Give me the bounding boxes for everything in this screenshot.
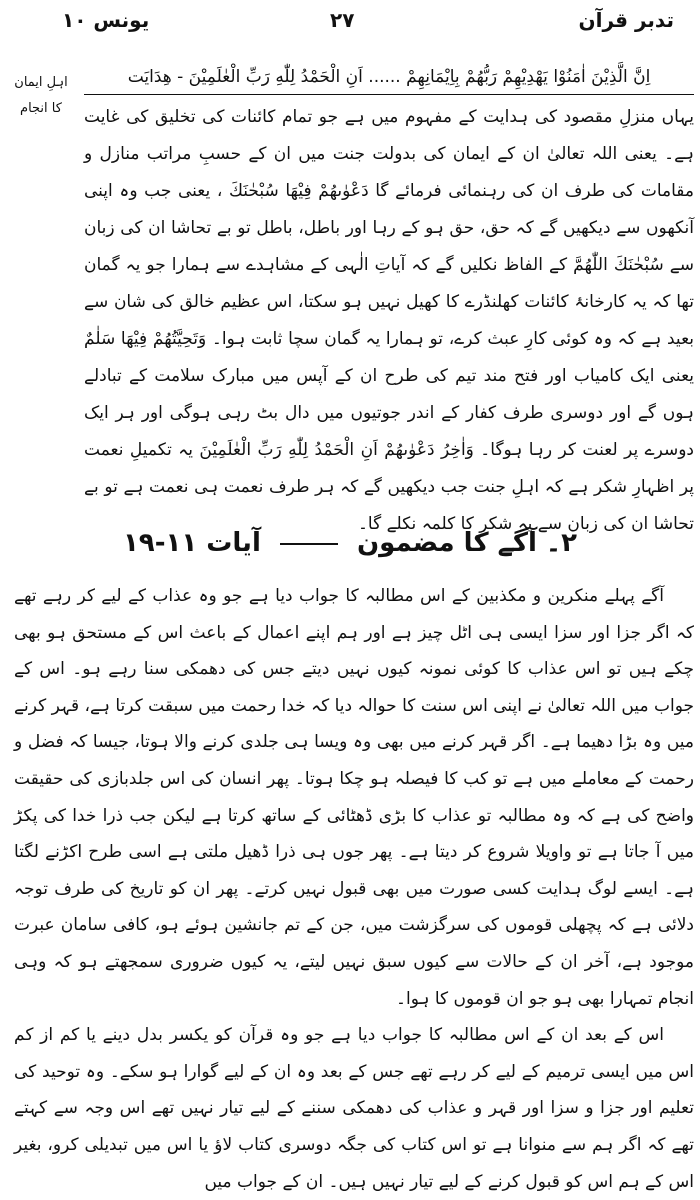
summary-paragraph-1: آگے پہلے منکرین و مکذبین کے اس مطالبہ کا جواب دیا ہے جو وہ عذاب کے لیے کر رہے تھے کہ اگر جزا اور سزا ایسی ہی اٹل چیز ہے اور ہم اپنے اعمال کے باعث اس کے مستحق ہو بھی چکے ہیں تو اس عذاب کا کوئی نمونہ کیوں نہیں دیتے جس کی دھمکی سنا رہے ہو۔ اس کے جواب میں اللہ تعالیٰ نے اپنی اس سنت کا حوالہ دیا کہ خدا رحمت میں سبقت کرتا ہے، قہر کرنے میں وہ بڑا دھیما ہے۔ اگر قہر کرنے میں بھی وہ ویسا ہی جلدی کرنے والا ہوتا، جیسا کہ فضل و رحمت کے معاملے میں ہے تو کب کا فیصلہ ہو چکا ہوتا۔ پھر انسان کی اس جلدبازی کی حقیقت واضح کی ہے کہ وہ مطالبہ تو عذاب کا بڑی ڈھٹائی کے ساتھ کرتا ہے لیکن جب ذرا خدا کی پکڑ میں آ جاتا ہے تو واویلا شروع کر دیتا ہے۔ پھر جوں ہی ذرا ڈھیل ملتی ہے اسی طرح اکڑنے لگتا ہے۔ ایسے لوگ ہدایت کسی صورت میں بھی قبول نہیں کرتے۔ پھر ان کو تاریخ کی طرف توجہ دلائی ہے کہ پچھلی قوموں کی سرگزشت میں، جن کے تم جانشین ہوئے ہو، کافی سامان عبرت موجود ہے، آخر ان کے حالات سے کیوں سبق نہیں لیتے، یہ کیوں ضروری سمجھتے ہو کہ وہی انجام تمہارا بھی ہو جو ان قوموں کا ہوا۔ bbox=[14, 586, 694, 1009]
section-heading bbox=[0, 528, 700, 572]
commentary-block bbox=[84, 60, 694, 543]
section-title: ۲۔ آگے کا مضمون bbox=[356, 528, 578, 558]
page-header bbox=[0, 8, 700, 42]
commentary-paragraph: یہاں منزلِ مقصود کی ہدایت کے مفہوم میں ہے جو تمام کائنات کی تخلیق کی غایت ہے۔ یعنی اللہ تعالیٰ ان کے ایمان کی بدولت جنت میں ان کے حسبِ مراتب منازل و مقامات کی طرف ان کی رہنمائی فرمائے گا دَعْوٰىهُمْ فِيْهَا سُبْحٰنَكَ ، یعنی جب وہ اپنی آنکھوں سے دیکھیں گے کہ حق، حق ہو کے رہا اور باطل، باطل تو بے تحاشا ان کی زبان سے سُبْحٰنَكَ اللّٰهُمَّ کے الفاظ نکلیں گے کہ آیاتِ الٰہی کے مشاہدے سے ہمارا جو یہ گمان تھا کہ یہ کارخانۂ کائنات کھلنڈرے کا کھیل نہیں ہو سکتا، اس عظیم خالق کی شان سے بعید ہے کہ وہ کوئی کارِ عبث کرے، تو ہمارا یہ گمان سچا ثابت ہوا۔ وَتَحِيَّتُهُمْ فِيْهَا سَلٰمٌ یعنی ایک کامیاب اور فتح مند تیم کی طرح ان کے آپس میں مبارک سلامت کے تبادلے ہوں گے اور دوسری طرف کفار کے اندر جوتیوں میں دال بٹ رہی ہوگی اور ہر ایک دوسرے پر لعنت کر رہا ہوگا۔ وَاٰخِرُ دَعْوٰىهُمْ اَنِ الْحَمْدُ لِلّٰهِ رَبِّ الْعٰلَمِيْنَ یہ تکمیلِ نعمت پر اظہارِ شکر ہے کہ اہلِ جنت جب دیکھیں گے کہ ہر طرف نعمت ہی نعمت ہے تو بے تحاشا ان کی زبان سے یہ شکر کا کلمہ نکلے گا۔ bbox=[84, 107, 694, 534]
book-title: تدبر قرآن bbox=[578, 8, 674, 32]
margin-note bbox=[6, 70, 76, 122]
surah-label: یونس ۱۰ bbox=[62, 8, 150, 32]
verse-quote: اِنَّ الَّذِيْنَ اٰمَنُوْا يَهْدِيْهِمْ رَبُّهُمْ بِاِيْمَانِهِمْ ...... اَنِ الْحَمْدُ لِلّٰهِ رَبِّ الْعٰلَمِيْنَ - هِدَايَت bbox=[84, 60, 694, 95]
summary-paragraph-2: اس کے بعد ان کے اس مطالبہ کا جواب دیا ہے جو وہ قرآن کو یکسر بدل دینے یا کم از کم اس میں ایسی ترمیم کے لیے کر رہے تھے جس کے بعد وہ ان کے لیے گوارا ہو سکے۔ وہ توحید کی تعلیم اور جزا و سزا اور قہر و عذاب کی دھمکی سننے کے لیے تیار نہیں تھے اس وجہ سے کہتے تھے کہ اگر ہم سے منوانا ہے تو اس کتاب کی جگہ دوسری کتاب لاؤ یا اس میں تبدیلی کرو، بغیر اس کے ہم اس کو قبول کرنے کے لیے تیار نہیں ہیں۔ ان کے جواب میں bbox=[14, 1025, 694, 1192]
section-body bbox=[14, 578, 694, 1200]
margin-note-line2: کا انجام bbox=[20, 101, 62, 116]
page-number: ۲۷ bbox=[330, 8, 355, 32]
heading-dash bbox=[280, 543, 338, 545]
section-verses: آیات ۱۱-۱۹ bbox=[122, 528, 261, 558]
margin-note-line1: اہلِ ایمان bbox=[14, 75, 68, 90]
